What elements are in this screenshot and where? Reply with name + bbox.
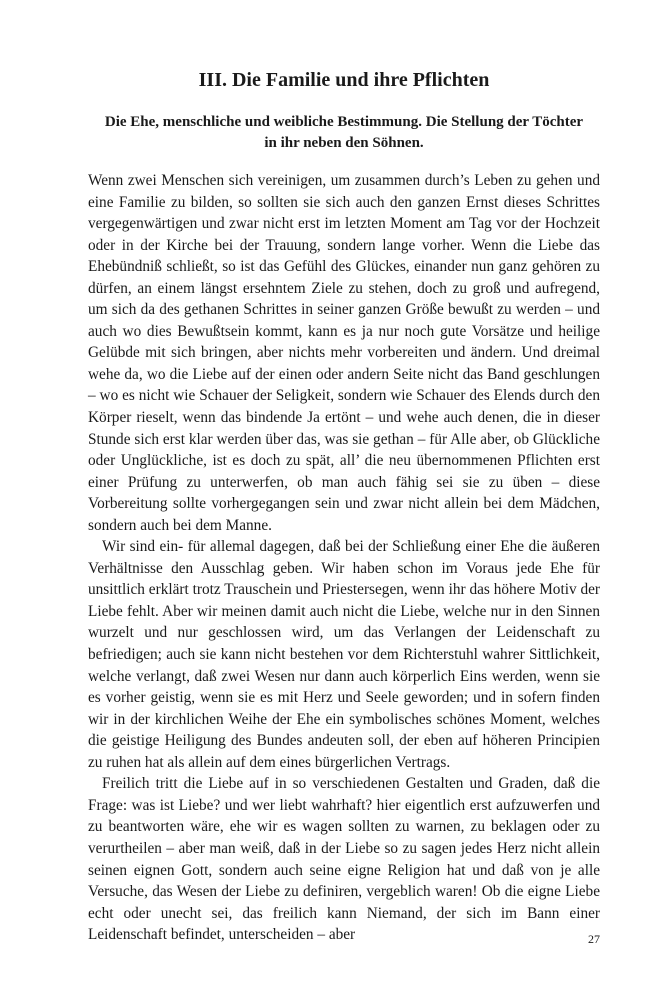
chapter-title: III. Die Familie und ihre Pflichten bbox=[198, 69, 490, 91]
paragraph-2: Wir sind ein- für allemal dagegen, daß bei der Schließung einer Ehe die äußeren Verhältnisse den Ausschlag geben. Wir haben schon im Voraus jede Ehe für unsittlich erklärt trotz Trauschein und Priestersegen, wenn ihr das höhere Motiv der Liebe fehlt. Aber wir meinen damit auch nicht die Liebe, welche nur in den Sinnen wurzelt und nur geschlossen wird, um das Verlangen der Leidenschaft zu befriedigen; auch sie kann nicht bestehen vor dem Richterstuhl wahrer Sittlichkeit, welche verlangt, daß zwei Wesen nur dann auch körperlich Eins werden, wenn sie es vorher geistig, wenn sie es mit Herz und Seele geworden; und in sofern finden wir in der kirchlichen Weihe der Ehe ein symbolisches schönes Moment, welches die geistige Heiligung des Bundes andeuten soll, der eben auf höheren Principien zu ruhen hat als allein auf dem eines bürgerlichen Vertrags. bbox=[88, 538, 600, 771]
chapter-subtitle: Die Ehe, menschliche und weibliche Bestimmung. Die Stellung der Töchter in ihr neben den Söhnen. bbox=[104, 114, 584, 151]
book-page bbox=[88, 66, 600, 946]
paragraph-3: Freilich tritt die Liebe auf in so verschiedenen Gestalten und Graden, daß die Frage: was ist Liebe? und wer liebt wahrhaft? hier eigentlich erst aufzuwerfen und zu beantworten wäre, ehe wir es wagen sollten zu warnen, zu beklagen oder zu verurtheilen – aber man weiß, daß in der Liebe so zu sagen jedes Herz nicht allein seinen eignen Gott, sondern auch seine eigne Religion hat und daß von je alle Versuche, das Wesen der Liebe zu definiren, vergeblich waren! Ob die eigne Liebe echt oder unecht sei, das freilich kann Niemand, der sich im Bann einer Leidenschaft befindet, unterscheiden – aber bbox=[88, 775, 600, 944]
paragraph-1: Wenn zwei Menschen sich vereinigen, um zusammen durch’s Leben zu gehen und eine Familie zu bilden, so sollten sie sich auch den ganzen Ernst dieses Schrittes vergegenwärtigen und zwar nicht erst im letzten Moment am Tag vor der Hochzeit oder in der Kirche bei der Trauung, sondern lange vorher. Wenn die Liebe das Ehebündniß schließt, so ist das Gefühl des Glückes, einander nun ganz gehören zu dürfen, an einem längst ersehntem Ziele zu stehen, doch zu groß und aufregend, um sich da des gethanen Schrittes in seiner ganzen Größe bewußt zu werden – und auch wo dies Bewußtsein kommt, kann es ja nur noch gute Vorsätze und heilige Gelübde mit sich bringen, aber nichts mehr vorbereiten und ändern. Und dreimal wehe da, wo die Liebe auf der einen oder andern Seite nicht das Band geschlungen – wo es nicht wie Schauer der Seligkeit, sondern wie Schauer des Elends durch den Körper rieselt, wenn das bindende Ja ertönt – und wehe auch denen, die in dieser Stunde sich erst klar werden über das, was sie gethan – für Alle aber, ob Glückliche oder Unglückliche, ist es doch zu spät, all’ die neu übernommenen Pflichten erst einer Prüfung zu unterwerfen, ob man auch fähig sei sie zu üben – diese Vorbereitung sollte vorhergegangen sein und zwar nicht allein bei dem Mädchen, sondern auch bei dem Manne. bbox=[88, 172, 600, 534]
page-number: 27 bbox=[588, 932, 600, 946]
